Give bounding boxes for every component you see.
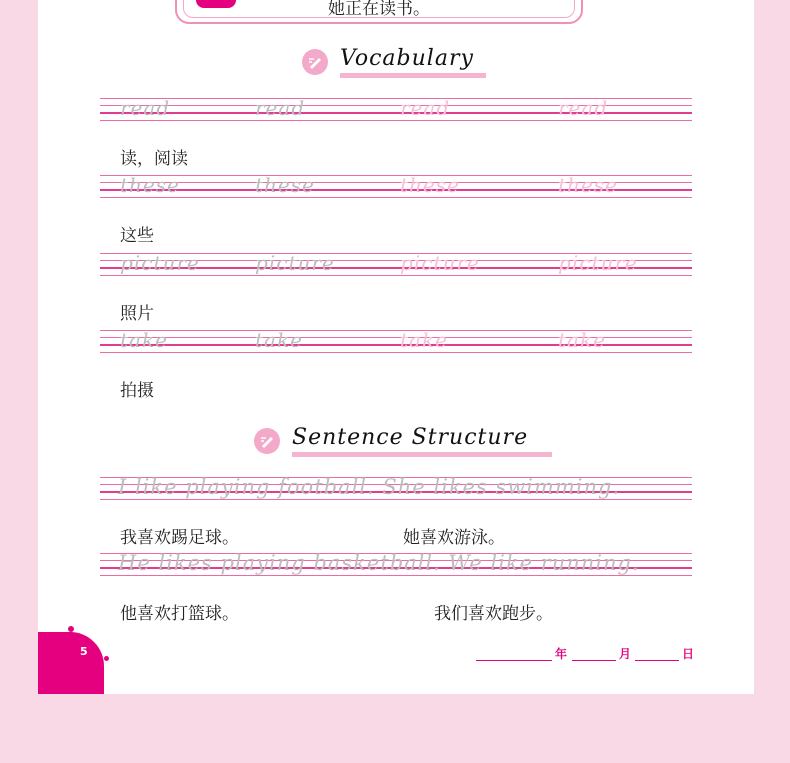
writing-guide-line [100, 197, 692, 198]
trace-word: take [255, 328, 303, 352]
decor-dot [68, 626, 74, 632]
day-label: 日 [682, 647, 695, 661]
vocabulary-translation: 照片 [120, 304, 154, 324]
writing-guide-line [100, 120, 692, 121]
trace-word: take [558, 328, 606, 352]
decor-dot [104, 656, 109, 661]
writing-guide-line [100, 575, 692, 576]
trace-word: picture [558, 251, 638, 275]
trace-word: take [120, 328, 168, 352]
banner-tab-accent [196, 0, 236, 8]
vocabulary-title: Vocabulary [340, 46, 486, 78]
trace-word: these [120, 173, 180, 197]
trace-word: read [120, 96, 171, 120]
writing-guide-line [100, 352, 692, 353]
sentence-structure-title: Sentence Structure [292, 425, 552, 457]
trace-word: picture [255, 251, 335, 275]
trace-word: read [558, 96, 609, 120]
page-number: 5 [80, 645, 88, 658]
day-blank[interactable] [635, 660, 679, 661]
header-banner [175, 0, 583, 24]
sentence-structure-heading [254, 425, 552, 457]
vocabulary-translation: 这些 [120, 226, 154, 246]
trace-word: these [558, 173, 618, 197]
year-blank[interactable] [476, 660, 552, 661]
trace-word: read [400, 96, 451, 120]
trace-word: picture [120, 251, 200, 275]
trace-word: these [400, 173, 460, 197]
pencil-icon [254, 428, 280, 454]
pencil-icon [302, 49, 328, 75]
vocabulary-heading [302, 46, 486, 78]
page-number-badge [38, 632, 104, 694]
vocabulary-translation: 读，阅读 [120, 149, 188, 169]
month-label: 月 [619, 647, 632, 661]
header-sentence: 她正在读书。 [328, 0, 430, 19]
month-blank[interactable] [572, 660, 616, 661]
writing-guide-line [100, 499, 692, 500]
trace-word: picture [400, 251, 480, 275]
trace-word: read [255, 96, 306, 120]
year-label: 年 [555, 647, 568, 661]
vocabulary-translation: 拍摄 [120, 381, 154, 401]
sentence-translation-left: 他喜欢打篮球。 [120, 604, 239, 624]
trace-sentence: I like playing football. She likes swimming. [118, 475, 621, 499]
trace-word: take [400, 328, 448, 352]
trace-sentence: He likes playing basketball. We like running. [118, 551, 640, 575]
sentence-translation-right: 我们喜欢跑步。 [434, 604, 553, 624]
writing-guide-line [100, 275, 692, 276]
sentence-translation-right: 她喜欢游泳。 [403, 528, 505, 548]
trace-word: these [255, 173, 315, 197]
sentence-translation-left: 我喜欢踢足球。 [120, 528, 239, 548]
